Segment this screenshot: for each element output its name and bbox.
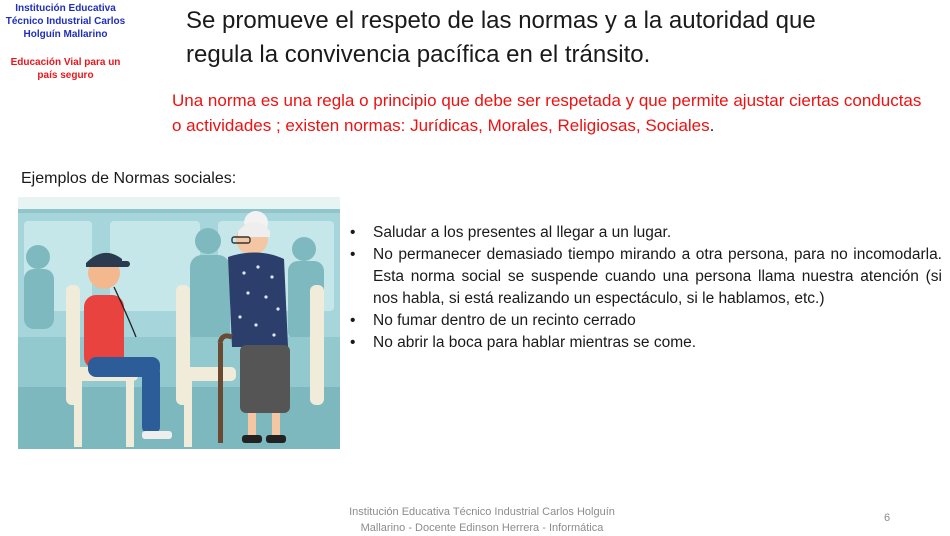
bus-ceiling bbox=[18, 197, 340, 209]
slide-number: 6 bbox=[884, 512, 891, 524]
list-item bbox=[350, 222, 942, 244]
definition-text: Una norma es una regla o principio que debe ser respetada y que permite ajustar ciertas conductas o actividades ; existen normas: Jurídicas, Morales, Religiosas, Sociales bbox=[172, 91, 922, 135]
list-item bbox=[350, 332, 942, 354]
bullet-icon: • bbox=[350, 246, 356, 263]
slide-title: Se promueve el respeto de las normas y a la autoridad que regula la convivencia pacífica en el tránsito. bbox=[186, 7, 816, 68]
social-norms-list bbox=[350, 222, 942, 354]
illustration-svg bbox=[18, 197, 340, 449]
bullet-icon: • bbox=[350, 334, 356, 351]
list-item-text: No fumar dentro de un recinto cerrado bbox=[373, 312, 636, 329]
bus-passengers-illustration bbox=[18, 197, 340, 449]
slide-footer: Institución Educativa Técnico Industrial Carlos Holguín Mallarino - Docente Edinson Herrera - Informática bbox=[349, 506, 615, 534]
list-item-text: No permanecer demasiado tiempo mirando a otra persona, para no incomodarla. Esta norma social se suspende cuando una persona llama nuestra atención (si nos habla, si está realizando un espectáculo, si le hablamos, etc.) bbox=[373, 246, 942, 307]
walking-cane bbox=[218, 343, 223, 443]
institution-motto: Educación Vial para un país seguro bbox=[10, 57, 121, 81]
institution-name: Institución Educativa Técnico Industrial Carlos Holguín Mallarino bbox=[5, 3, 126, 40]
list-item bbox=[350, 310, 942, 332]
bullet-icon: • bbox=[350, 224, 356, 241]
definition-period: . bbox=[709, 116, 715, 135]
list-item-text: No abrir la boca para hablar mientras se come. bbox=[373, 334, 697, 351]
examples-heading: Ejemplos de Normas sociales: bbox=[21, 170, 237, 187]
list-item-text: Saludar a los presentes al llegar a un lugar. bbox=[373, 224, 672, 241]
norm-definition bbox=[172, 88, 932, 138]
list-item bbox=[350, 244, 942, 310]
bullet-icon: • bbox=[350, 312, 356, 329]
